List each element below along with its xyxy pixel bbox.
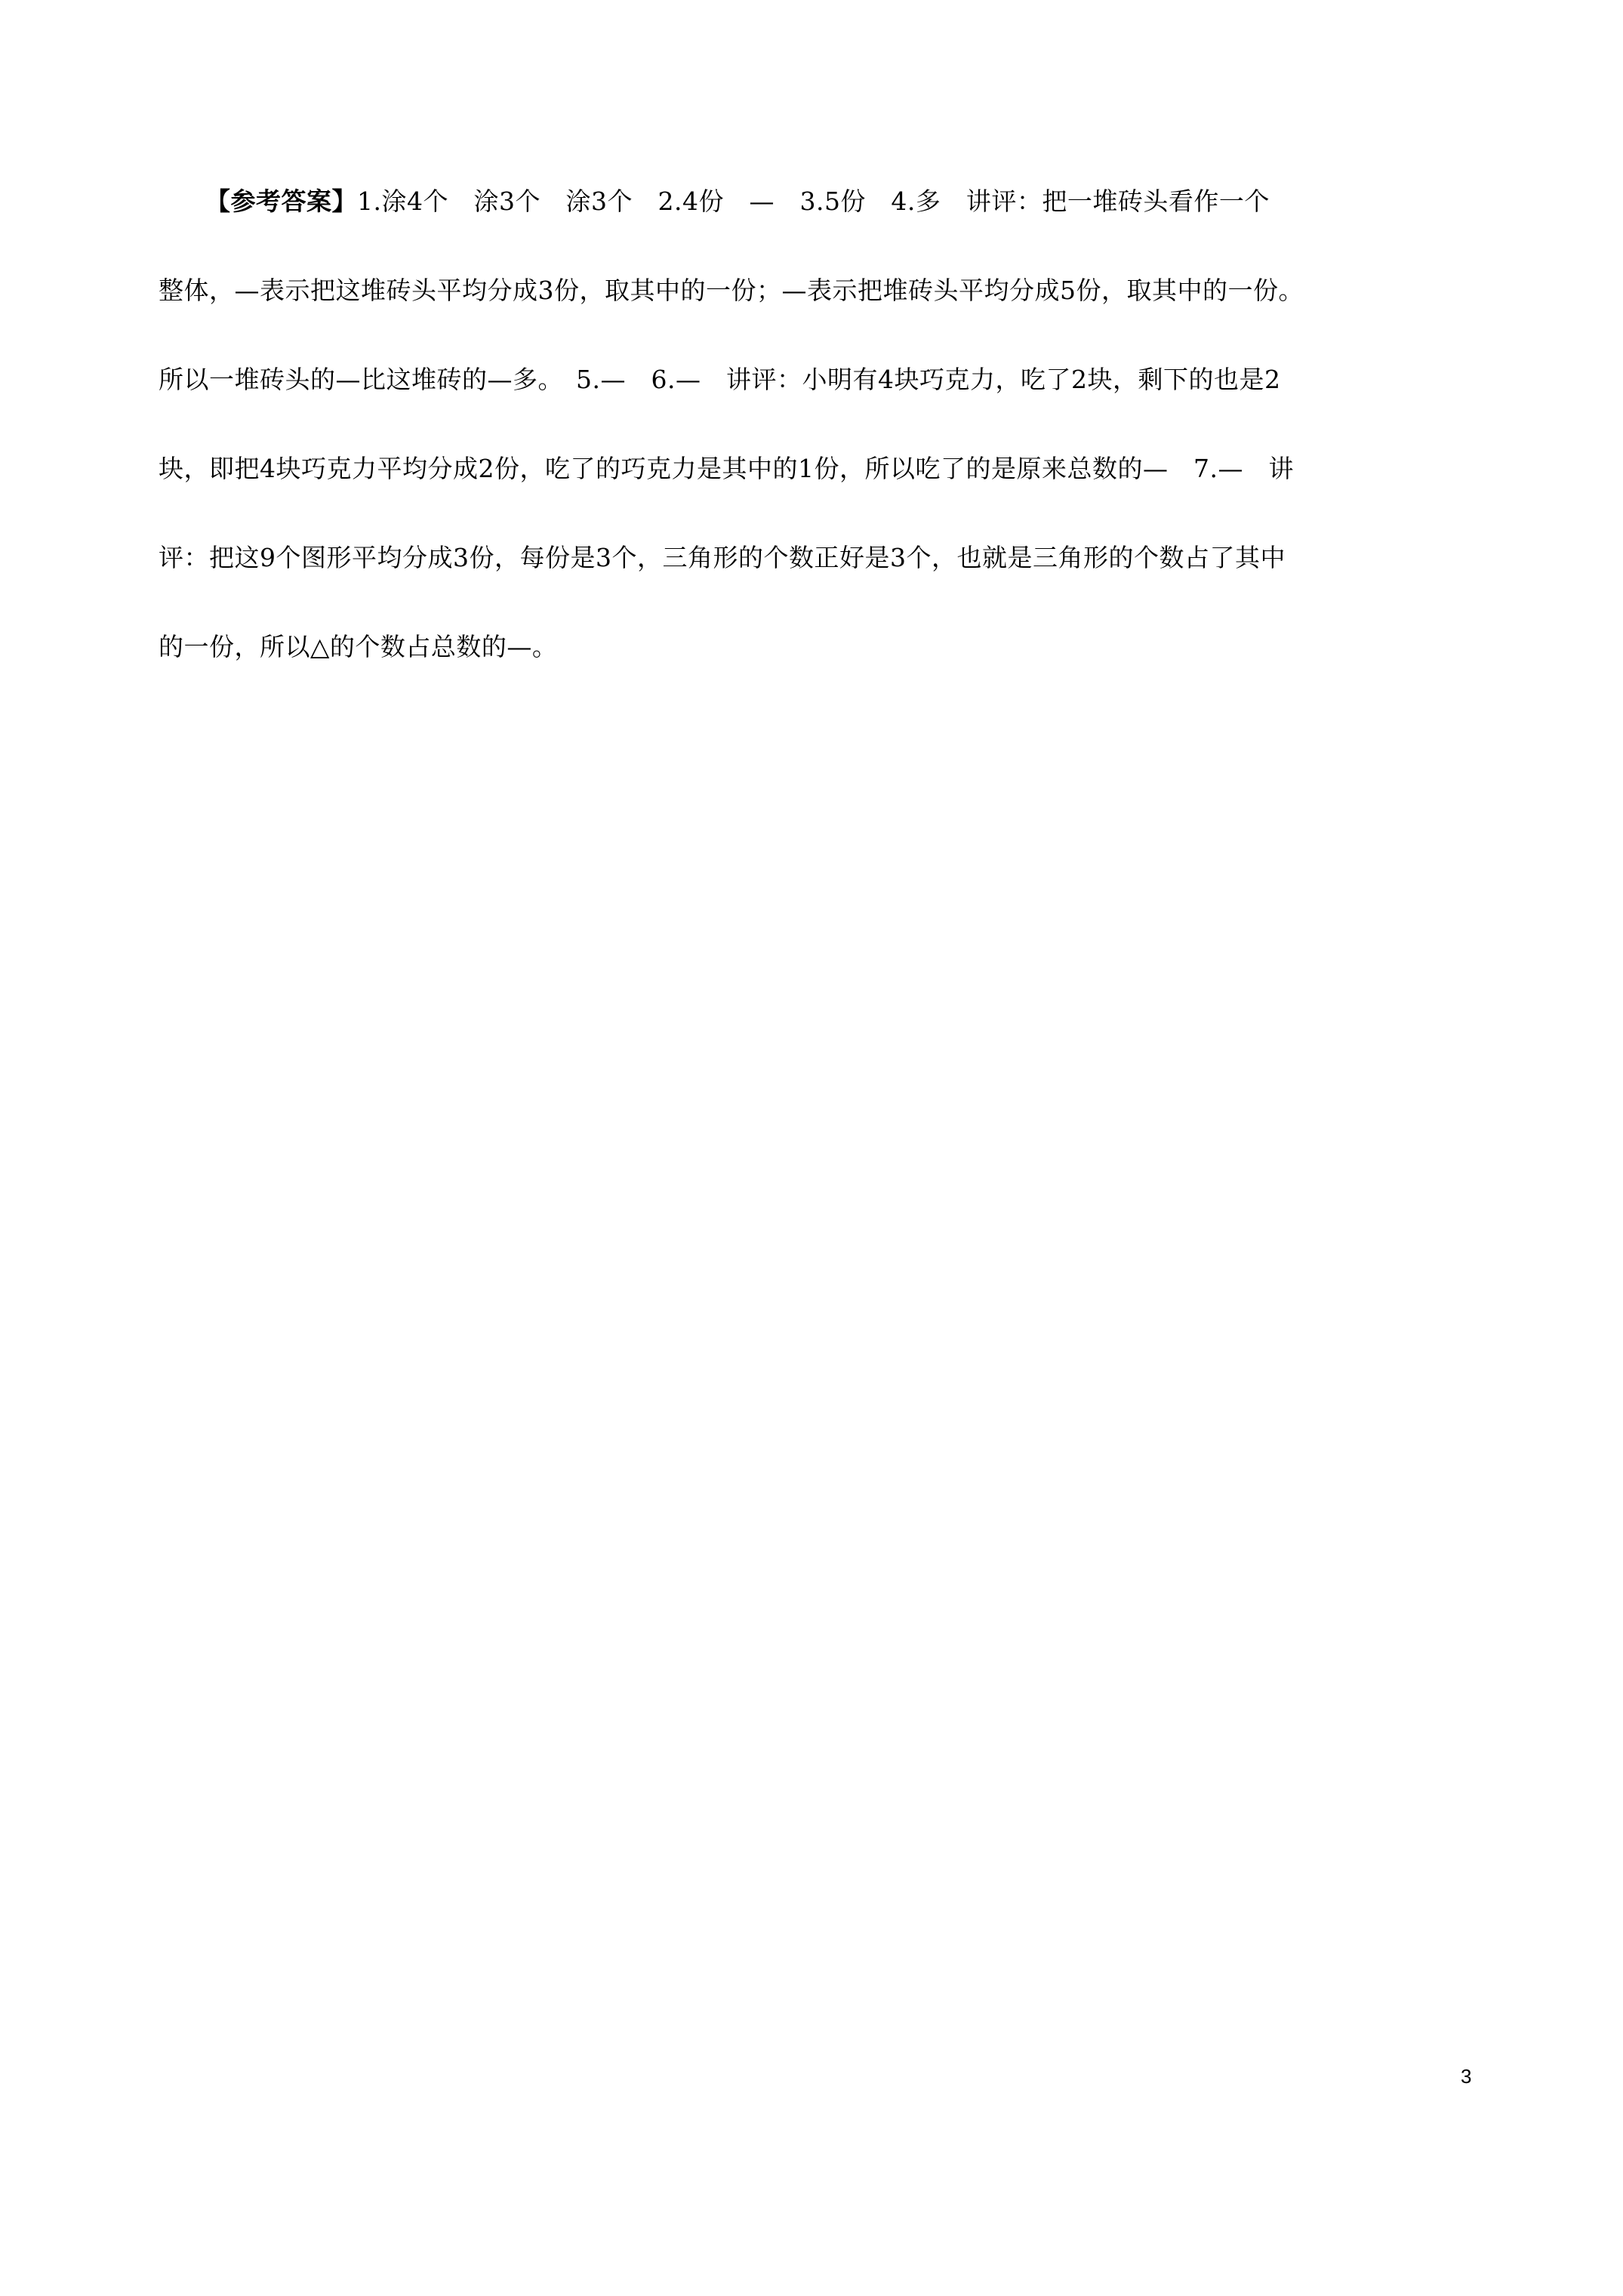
answer-heading: 【参考答案】: [205, 186, 357, 216]
page-number: 3: [1461, 2065, 1472, 2088]
answer-line-1: [159, 180, 1487, 269]
answer-line-3: 所以一堆砖头的—比这堆砖的—多。 5.— 6.— 讲评：小明有4块巧克力，吃了2块，剩下的也是2: [159, 365, 1281, 394]
answer-line-2: 整体，—表示把这堆砖头平均分成3份，取其中的一份；—表示把堆砖头平均分成5份，取其中的一份。: [159, 276, 1304, 305]
answer-line-text: 1.涂4个 涂3个 涂3个 2.4份 — 3.5份 4.多 讲评：把一堆砖头看作一个: [357, 186, 1270, 216]
answer-line-4: 块，即把4块巧克力平均分成2份，吃了的巧克力是其中的1份，所以吃了的是原来总数的— 7.— 讲: [159, 454, 1294, 483]
answer-line-6: 的一份，所以△的个数占总数的—。: [159, 632, 558, 661]
answer-paragraph: [159, 180, 1487, 714]
answer-line-5: 评：把这9个图形平均分成3份，每份是3个，三角形的个数正好是3个，也就是三角形的个数占了其中: [159, 543, 1286, 572]
